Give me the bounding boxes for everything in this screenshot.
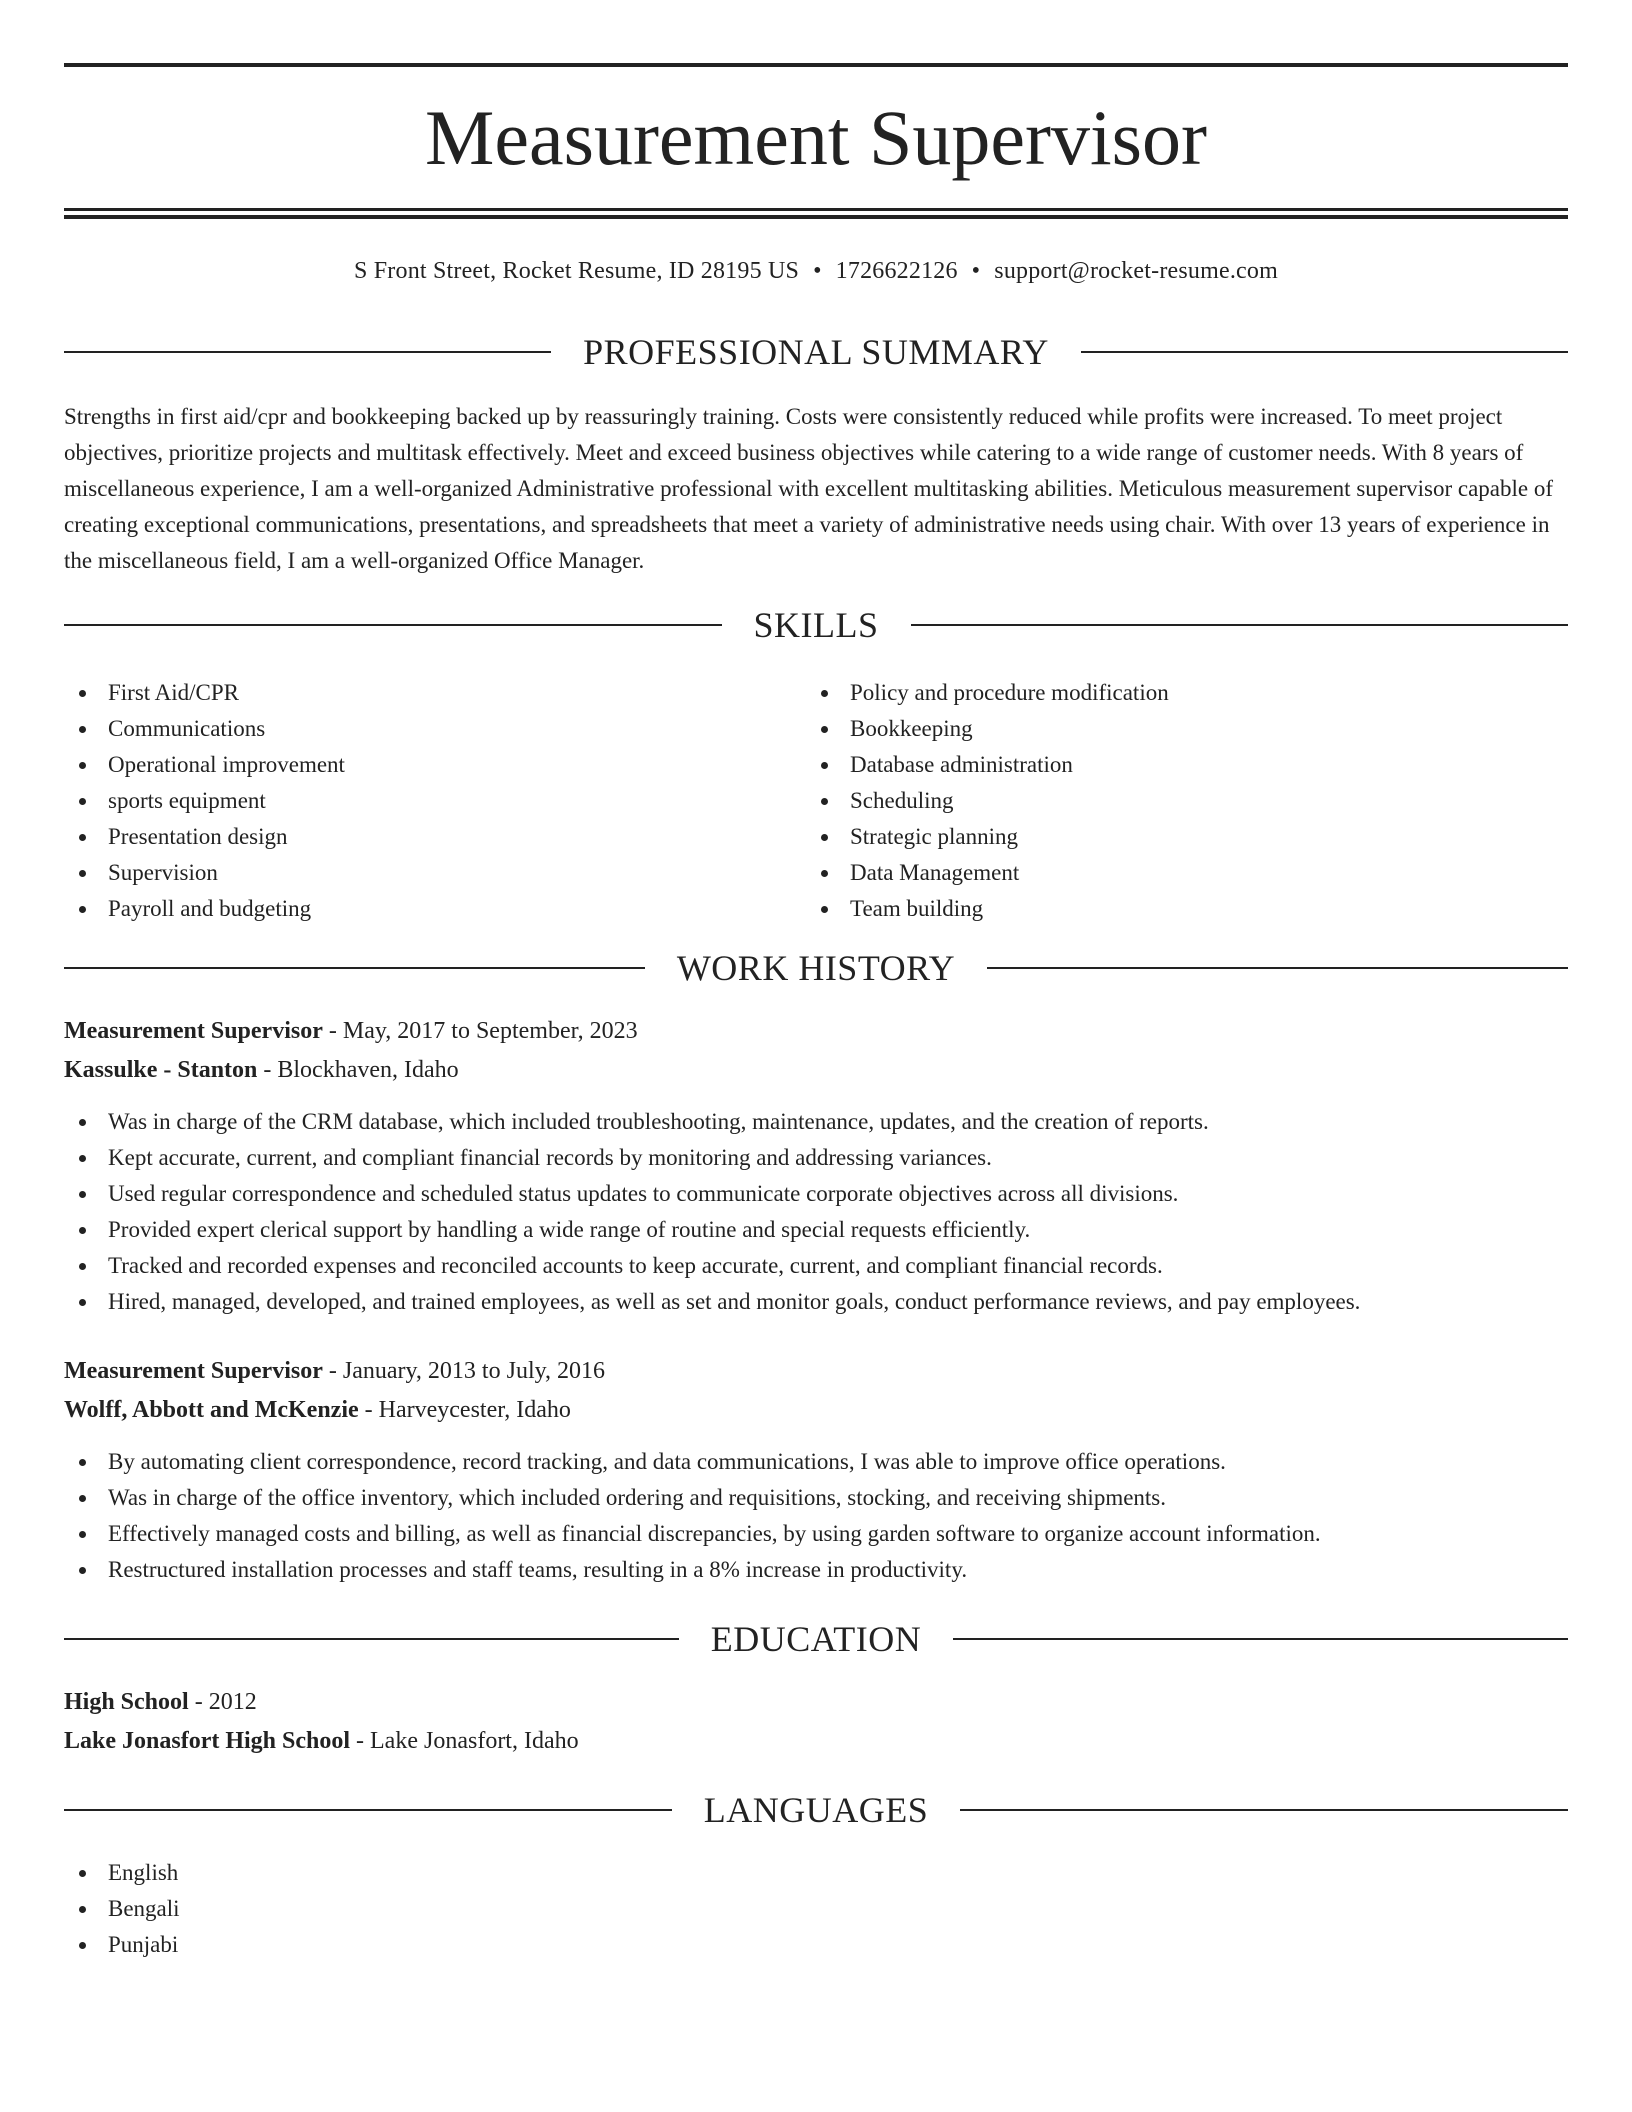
education-degree-line bbox=[64, 1684, 1568, 1720]
education-location: - Lake Jonasfort, Idaho bbox=[350, 1728, 579, 1754]
skill-item: sports equipment bbox=[64, 783, 804, 819]
header-rule-upper bbox=[64, 208, 1568, 211]
section-rule bbox=[64, 1809, 672, 1811]
job-location: - Blockhaven, Idaho bbox=[257, 1057, 459, 1083]
skill-item: Presentation design bbox=[64, 819, 804, 855]
section-header-languages bbox=[64, 1787, 1568, 1833]
education-school-line bbox=[64, 1723, 1568, 1759]
job-bullet: Used regular correspondence and scheduled status updates to communicate corporate objectives across all divisions. bbox=[64, 1176, 1568, 1212]
section-title-languages: LANGUAGES bbox=[703, 1790, 929, 1830]
section-rule bbox=[64, 351, 551, 353]
skills-list-left bbox=[64, 675, 804, 927]
skill-item: Scheduling bbox=[806, 783, 1566, 819]
job-role: Measurement Supervisor bbox=[64, 1018, 323, 1044]
section-rule bbox=[953, 1638, 1568, 1640]
skill-item: Strategic planning bbox=[806, 819, 1566, 855]
contact-address: S Front Street, Rocket Resume, ID 28195 US bbox=[354, 258, 800, 284]
skill-item: Bookkeeping bbox=[806, 711, 1566, 747]
skill-item: Team building bbox=[806, 891, 1566, 927]
job-dates: - May, 2017 to September, 2023 bbox=[322, 1018, 638, 1044]
job-dates: - January, 2013 to July, 2016 bbox=[322, 1358, 606, 1384]
job-bullet: Restructured installation processes and staff teams, resulting in a 8% increase in productivity. bbox=[64, 1552, 1568, 1588]
skill-item: Operational improvement bbox=[64, 747, 804, 783]
skill-item: First Aid/CPR bbox=[64, 675, 804, 711]
job-title-line bbox=[64, 1013, 1568, 1049]
contact-line bbox=[64, 254, 1568, 288]
job-company: Kassulke - Stanton bbox=[64, 1057, 258, 1083]
section-title-skills: SKILLS bbox=[753, 605, 879, 645]
section-rule bbox=[960, 1809, 1568, 1811]
job-bullet: Hired, managed, developed, and trained employees, as well as set and monitor goals, conduct performance reviews, and pay employees. bbox=[64, 1284, 1568, 1320]
section-rule bbox=[64, 1638, 679, 1640]
contact-phone: 1726622126 bbox=[835, 258, 958, 284]
job-bullet: Effectively managed costs and billing, as well as financial discrepancies, by using garden software to organize account information. bbox=[64, 1516, 1568, 1552]
summary-text: Strengths in first aid/cpr and bookkeeping backed up by reassuringly training. Costs were consistently reduced while profits were increased. To meet project objectives, prioritize projects and multitask effectively. Meet and exceed business objectives while catering to a wide range of customer needs. With 8 years of miscellaneous experience, I am a well-organized Administrative professional with excellent multitasking abilities. Meticulous measurement supervisor capable of creating exceptional communications, presentations, and spreadsheets that meet a variety of administrative needs using chair. With over 13 years of experience in the miscellaneous field, I am a well-organized Office Manager. bbox=[64, 404, 1554, 573]
job-location: - Harveycester, Idaho bbox=[358, 1397, 571, 1423]
section-rule bbox=[64, 624, 722, 626]
job-bullets bbox=[64, 1104, 1568, 1320]
job-company: Wolff, Abbott and McKenzie bbox=[64, 1397, 359, 1423]
language-item: English bbox=[64, 1855, 1568, 1891]
language-item: Bengali bbox=[64, 1891, 1568, 1927]
skill-item: Database administration bbox=[806, 747, 1566, 783]
section-rule bbox=[64, 967, 645, 969]
section-rule bbox=[911, 624, 1569, 626]
job-company-line bbox=[64, 1052, 1568, 1088]
education-degree: High School bbox=[64, 1689, 189, 1715]
contact-separator: • bbox=[813, 258, 822, 284]
job-bullet: Was in charge of the office inventory, which included ordering and requisitions, stocking, and receiving shipments. bbox=[64, 1480, 1568, 1516]
skill-item: Payroll and budgeting bbox=[64, 891, 804, 927]
job-bullet: Provided expert clerical support by handling a wide range of routine and special requests efficiently. bbox=[64, 1212, 1568, 1248]
job-role: Measurement Supervisor bbox=[64, 1358, 323, 1384]
education-school: Lake Jonasfort High School bbox=[64, 1728, 351, 1754]
language-item: Punjabi bbox=[64, 1927, 1568, 1963]
section-rule bbox=[1081, 351, 1568, 353]
section-title-work: WORK HISTORY bbox=[676, 948, 956, 988]
section-header-education bbox=[64, 1616, 1568, 1662]
header-rule-lower bbox=[64, 215, 1568, 219]
top-rule bbox=[64, 63, 1568, 67]
section-header-work bbox=[64, 945, 1568, 991]
skill-item: Supervision bbox=[64, 855, 804, 891]
section-title-summary: PROFESSIONAL SUMMARY bbox=[583, 332, 1049, 372]
skills-list-right bbox=[806, 675, 1566, 927]
education-year: - 2012 bbox=[188, 1689, 257, 1715]
job-bullet: By automating client correspondence, record tracking, and data communications, I was able to improve office operations. bbox=[64, 1444, 1568, 1480]
job-title-line bbox=[64, 1353, 1568, 1389]
contact-email: support@rocket-resume.com bbox=[994, 258, 1278, 284]
section-title-education: EDUCATION bbox=[710, 1619, 922, 1659]
skill-item: Data Management bbox=[806, 855, 1566, 891]
job-bullet: Was in charge of the CRM database, which included troubleshooting, maintenance, updates, and the creation of reports. bbox=[64, 1104, 1568, 1140]
job-bullet: Tracked and recorded expenses and reconciled accounts to keep accurate, current, and compliant financial records. bbox=[64, 1248, 1568, 1284]
candidate-name: Measurement Supervisor bbox=[425, 94, 1207, 181]
contact-separator: • bbox=[971, 258, 981, 284]
skill-item: Policy and procedure modification bbox=[806, 675, 1566, 711]
skill-item: Communications bbox=[64, 711, 804, 747]
section-header-skills bbox=[64, 602, 1568, 648]
job-bullets bbox=[64, 1444, 1568, 1588]
section-rule bbox=[987, 967, 1568, 969]
job-company-line bbox=[64, 1392, 1568, 1428]
languages-list bbox=[64, 1855, 1568, 1963]
section-header-summary bbox=[64, 329, 1568, 375]
job-bullet: Kept accurate, current, and compliant financial records by monitoring and addressing variances. bbox=[64, 1140, 1568, 1176]
